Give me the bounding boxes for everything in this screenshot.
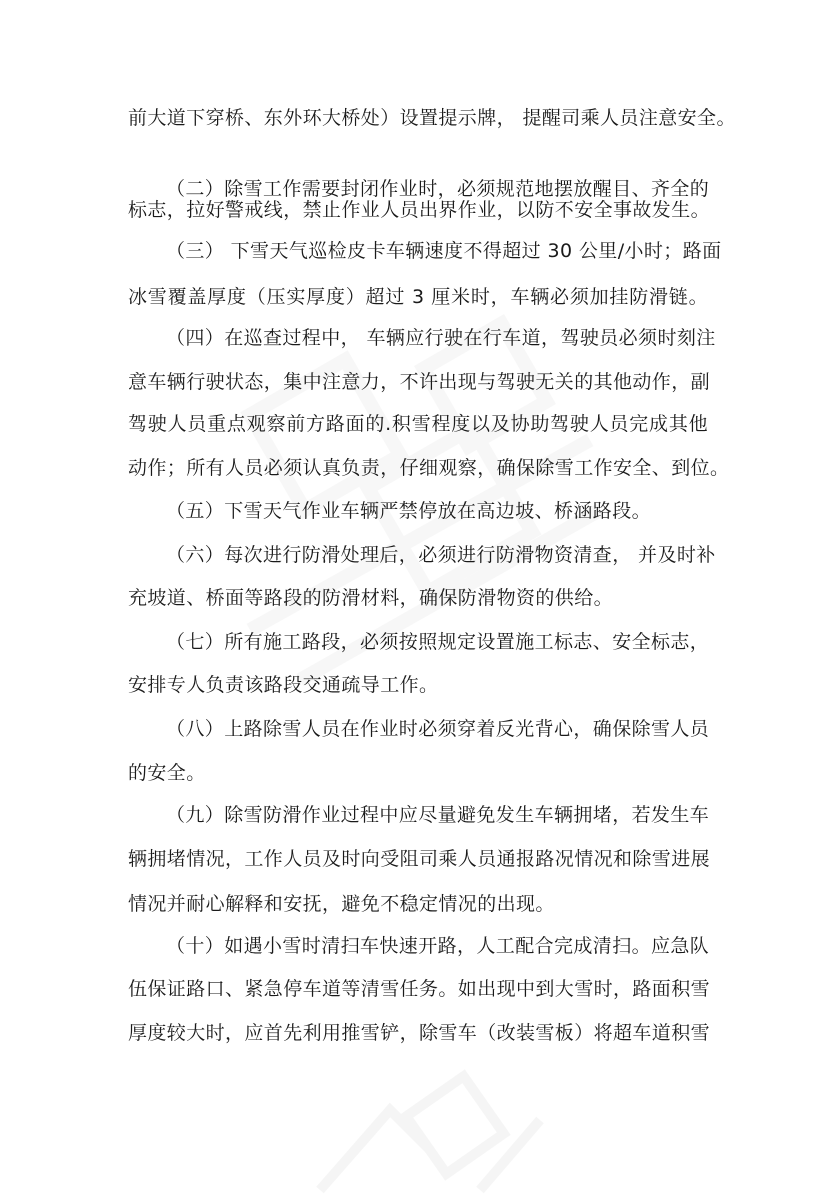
text-line: 情况并耐心解释和安抚，避免不稳定情况的出现。: [128, 893, 555, 915]
text-line: （四）在巡查过程中， 车辆应行驶在行车道，驾驶员必须时刻注: [166, 327, 716, 349]
text-line: （九）除雪防滑作业过程中应尽量避免发生车辆拥堵，若发生车: [166, 804, 710, 826]
text-line: （二）除雪工作需要封闭作业时，必须规范地摆放醒目、齐全的: [166, 178, 710, 200]
text-line: （七）所有施工路段，必须按照规定设置施工标志、安全标志，: [166, 631, 710, 653]
text-line: （十）如遇小雪时清扫车快速开路，人工配合完成清扫。应急队: [166, 935, 710, 957]
text-line: （三） 下雪天气巡检皮卡车辆速度不得超过 30 公里/小时；路面: [166, 240, 722, 262]
text-line: 标志，拉好警戒线，禁止作业人员出界作业，以防不安全事故发生。: [128, 199, 711, 221]
text-line: 安排专人负责该路段交通疏导工作。: [128, 674, 439, 696]
text-line: 的安全。: [128, 762, 206, 784]
text-line: 充坡道、桥面等路段的防滑材料，确保防滑物资的供给。: [128, 587, 614, 609]
text-line: （八）上路除雪人员在作业时必须穿着反光背心，确保除雪人员: [166, 718, 710, 740]
text-line: 冰雪覆盖厚度（压实厚度）超过 3 厘米时，车辆必须加挂防滑链。: [128, 286, 708, 308]
watermark-mark: [300, 1050, 560, 1200]
text-line: 厚度较大时，应首先利用推雪铲，除雪车（改装雪板）将超车道积雪: [128, 1022, 711, 1044]
text-line: 前大道下穿桥、东外环大桥处）设置提示牌， 提醒司乘人员注意安全。: [128, 107, 736, 129]
text-line: 驾驶人员重点观察前方路面的.积雪程度以及协助驾驶人员完成其他: [128, 413, 708, 435]
text-line: 动作；所有人员必须认真负责，仔细观察，确保除雪工作安全、到位。: [128, 457, 730, 479]
text-line: 辆拥堵情况，工作人员及时向受阻司乘人员通报路况情况和除雪进展: [128, 848, 711, 870]
text-line: 意车辆行驶状态，集中注意力，不许出现与驾驶无关的其他动作，副: [128, 371, 711, 393]
text-line: （五）下雪天气作业车辆严禁停放在高边坡、桥涵路段。: [166, 500, 652, 522]
text-line: 伍保证路口、紧急停车道等清雪任务。如出现中到大雪时，路面积雪: [128, 978, 711, 1000]
text-line: （六）每次进行防滑处理后，必须进行防滑物资清查， 并及时补: [166, 544, 716, 566]
